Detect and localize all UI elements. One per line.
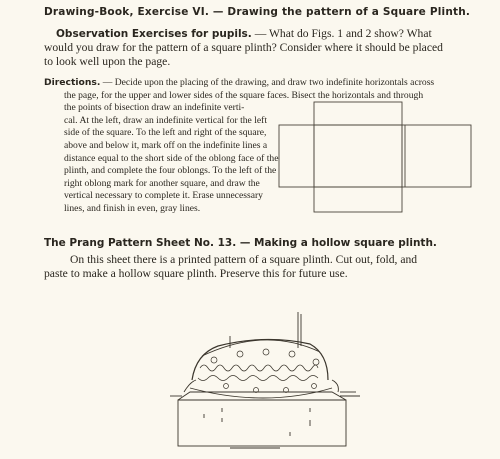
prang-heading: The Prang Pattern Sheet No. 13. — Making a hollow square plinth. (44, 237, 437, 249)
torus-ornament (198, 349, 319, 393)
sheet-line-2: paste to make a hollow square plinth. Preserve this for future use. (44, 267, 348, 280)
directions-line-1 (44, 77, 474, 90)
plinth-illustration (170, 308, 360, 458)
plinth-pattern-diagram (278, 101, 472, 213)
plinth-top-edge (178, 392, 346, 400)
directions-line-3: the points of bisection draw an indefinite verti- (64, 102, 245, 114)
observation-text-1: — What do Figs. 1 and 2 show? What (251, 27, 432, 40)
directions-body: cal. At the left, draw an indefinite vertical for the left side of the square. To the left and right of the square, above and below it, mark off on the indefinite lines a distance equal to the short side of the oblong face of the plinth, and complete the four oblongs. To the left of the right oblong mark for another square, and draw the vertical necessary to complete it. Erase unnecessary lines, and finish in even, gray lines. (64, 114, 279, 214)
pattern-sheet-paragraph (44, 253, 476, 281)
pattern-horizontal-band (279, 125, 471, 187)
directions-lead: Directions. (44, 77, 101, 88)
exercise-heading: Drawing-Book, Exercise VI. — Drawing the pattern of a Square Plinth. (44, 6, 471, 18)
directions-text-1: — Decide upon the placing of the drawing, and draw two indefinite horizontals across (100, 77, 435, 88)
directions-line-2: the page, for the upper and lower sides of the square faces. Bisect the horizontals and through (64, 89, 424, 101)
observation-paragraph (44, 27, 474, 69)
pattern-vertical-band (314, 102, 402, 212)
sheet-line-1: On this sheet there is a printed pattern of a square plinth. Cut out, fold, and (70, 253, 418, 266)
observation-line-1 (44, 27, 474, 41)
observation-lead: Observation Exercises for pupils. (56, 28, 252, 40)
plinth-block (178, 400, 346, 446)
observation-line-3: to look well upon the page. (44, 55, 171, 68)
observation-line-2: would you draw for the pattern of a square plinth? Consider where it should be placed (44, 41, 443, 54)
